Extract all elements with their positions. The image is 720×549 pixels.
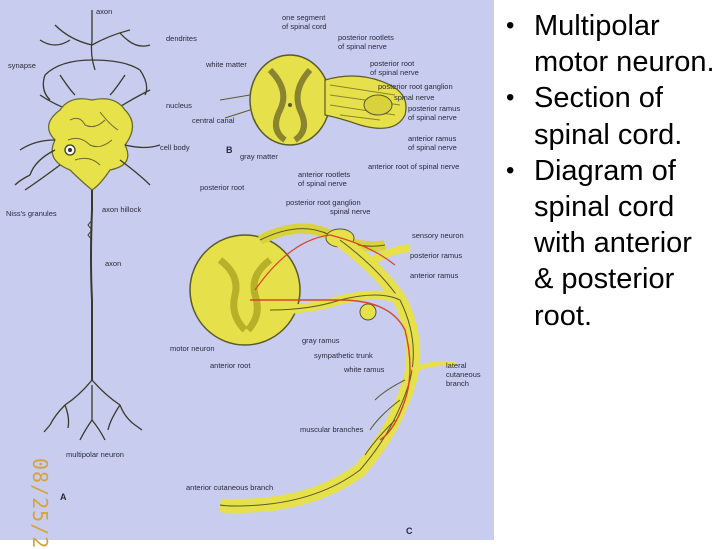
label-one-segment: one segment [282,13,326,22]
label-sympathetic-trunk: sympathetic trunk [314,351,373,360]
label-axon-hillock: axon hillock [102,205,142,214]
label-letter-b: B [226,145,233,155]
label-posterior-root-ganglion: posterior root ganglion [378,82,453,91]
label-white-ramus: white ramus [344,365,385,374]
multipolar-neuron-drawing [15,10,160,440]
bullet-dot-icon: • [506,12,515,39]
label-synapse: synapse [8,61,36,70]
label-posterior-root: posterior root [370,59,415,68]
label-posterior-root-c: posterior root [200,183,245,192]
label-cutaneous: cutaneous [446,370,481,379]
label-posterior-rootlets: posterior rootlets [338,33,394,42]
label-gray-ramus: gray ramus [302,336,340,345]
label-cell-body: cell body [160,143,190,152]
label-of-spinal-nerve-5: of spinal nerve [298,179,347,188]
label-white-matter: white matter [206,60,247,69]
bullet-text: Diagram of spinal cord with anterior & posterior root. [534,154,692,332]
label-muscular-branches: muscular branches [300,425,364,434]
bullet-item [500,153,715,334]
bullet-dot-icon: • [506,156,515,184]
bullet-text: Multipolar motor neuron. [534,10,715,79]
label-of-spinal-nerve-1: of spinal nerve [338,42,387,51]
label-nissl: Niss's granules [6,209,57,218]
label-posterior-ramus-c: posterior ramus [410,251,463,260]
label-nucleus: nucleus [166,101,192,110]
label-motor-neuron: motor neuron [170,344,215,353]
label-anterior-root-c: anterior root [210,361,251,370]
label-lateral: lateral [446,361,467,370]
bullet-text: Section of spinal cord. [534,82,683,151]
label-letter-a: A [60,492,67,502]
label-branch: branch [446,379,469,388]
label-axon-mid: axon [105,259,122,268]
label-dendrites: dendrites [166,34,197,43]
label-of-spinal-nerve-2: of spinal nerve [370,68,419,77]
label-of-spinal-cord: of spinal cord [282,22,327,31]
bullet-item [500,8,715,80]
label-posterior-ramus: posterior ramus [408,104,461,113]
label-of-spinal-nerve-3: of spinal nerve [408,113,457,122]
bullet-dot-icon: • [506,84,515,112]
label-letter-c: C [406,526,413,536]
label-spinal-nerve-c: spinal nerve [330,207,371,216]
label-sensory-neuron: sensory neuron [412,231,464,240]
label-central-canal: central canal [192,116,235,125]
label-posterior-root-ganglion-c: posterior root ganglion [286,198,361,207]
label-anterior-cutaneous-branch: anterior cutaneous branch [186,483,274,492]
label-anterior-rootlets: anterior rootlets [298,170,351,179]
label-spinal-nerve-1: spinal nerve [394,93,435,102]
label-gray-matter: gray matter [240,152,278,161]
bullet-item [500,80,715,152]
label-axon-top: axon [96,7,113,16]
date-stamp: 08/25/2 [28,458,52,549]
label-of-spinal-nerve-4: of spinal nerve [408,143,457,152]
bullet-list [500,8,715,334]
label-multipolar-neuron: multipolar neuron [66,450,124,459]
label-anterior-ramus: anterior ramus [408,134,457,143]
label-anterior-root-of-spinal-nerve: anterior root of spinal nerve [368,162,460,171]
label-anterior-ramus-c: anterior ramus [410,271,459,280]
